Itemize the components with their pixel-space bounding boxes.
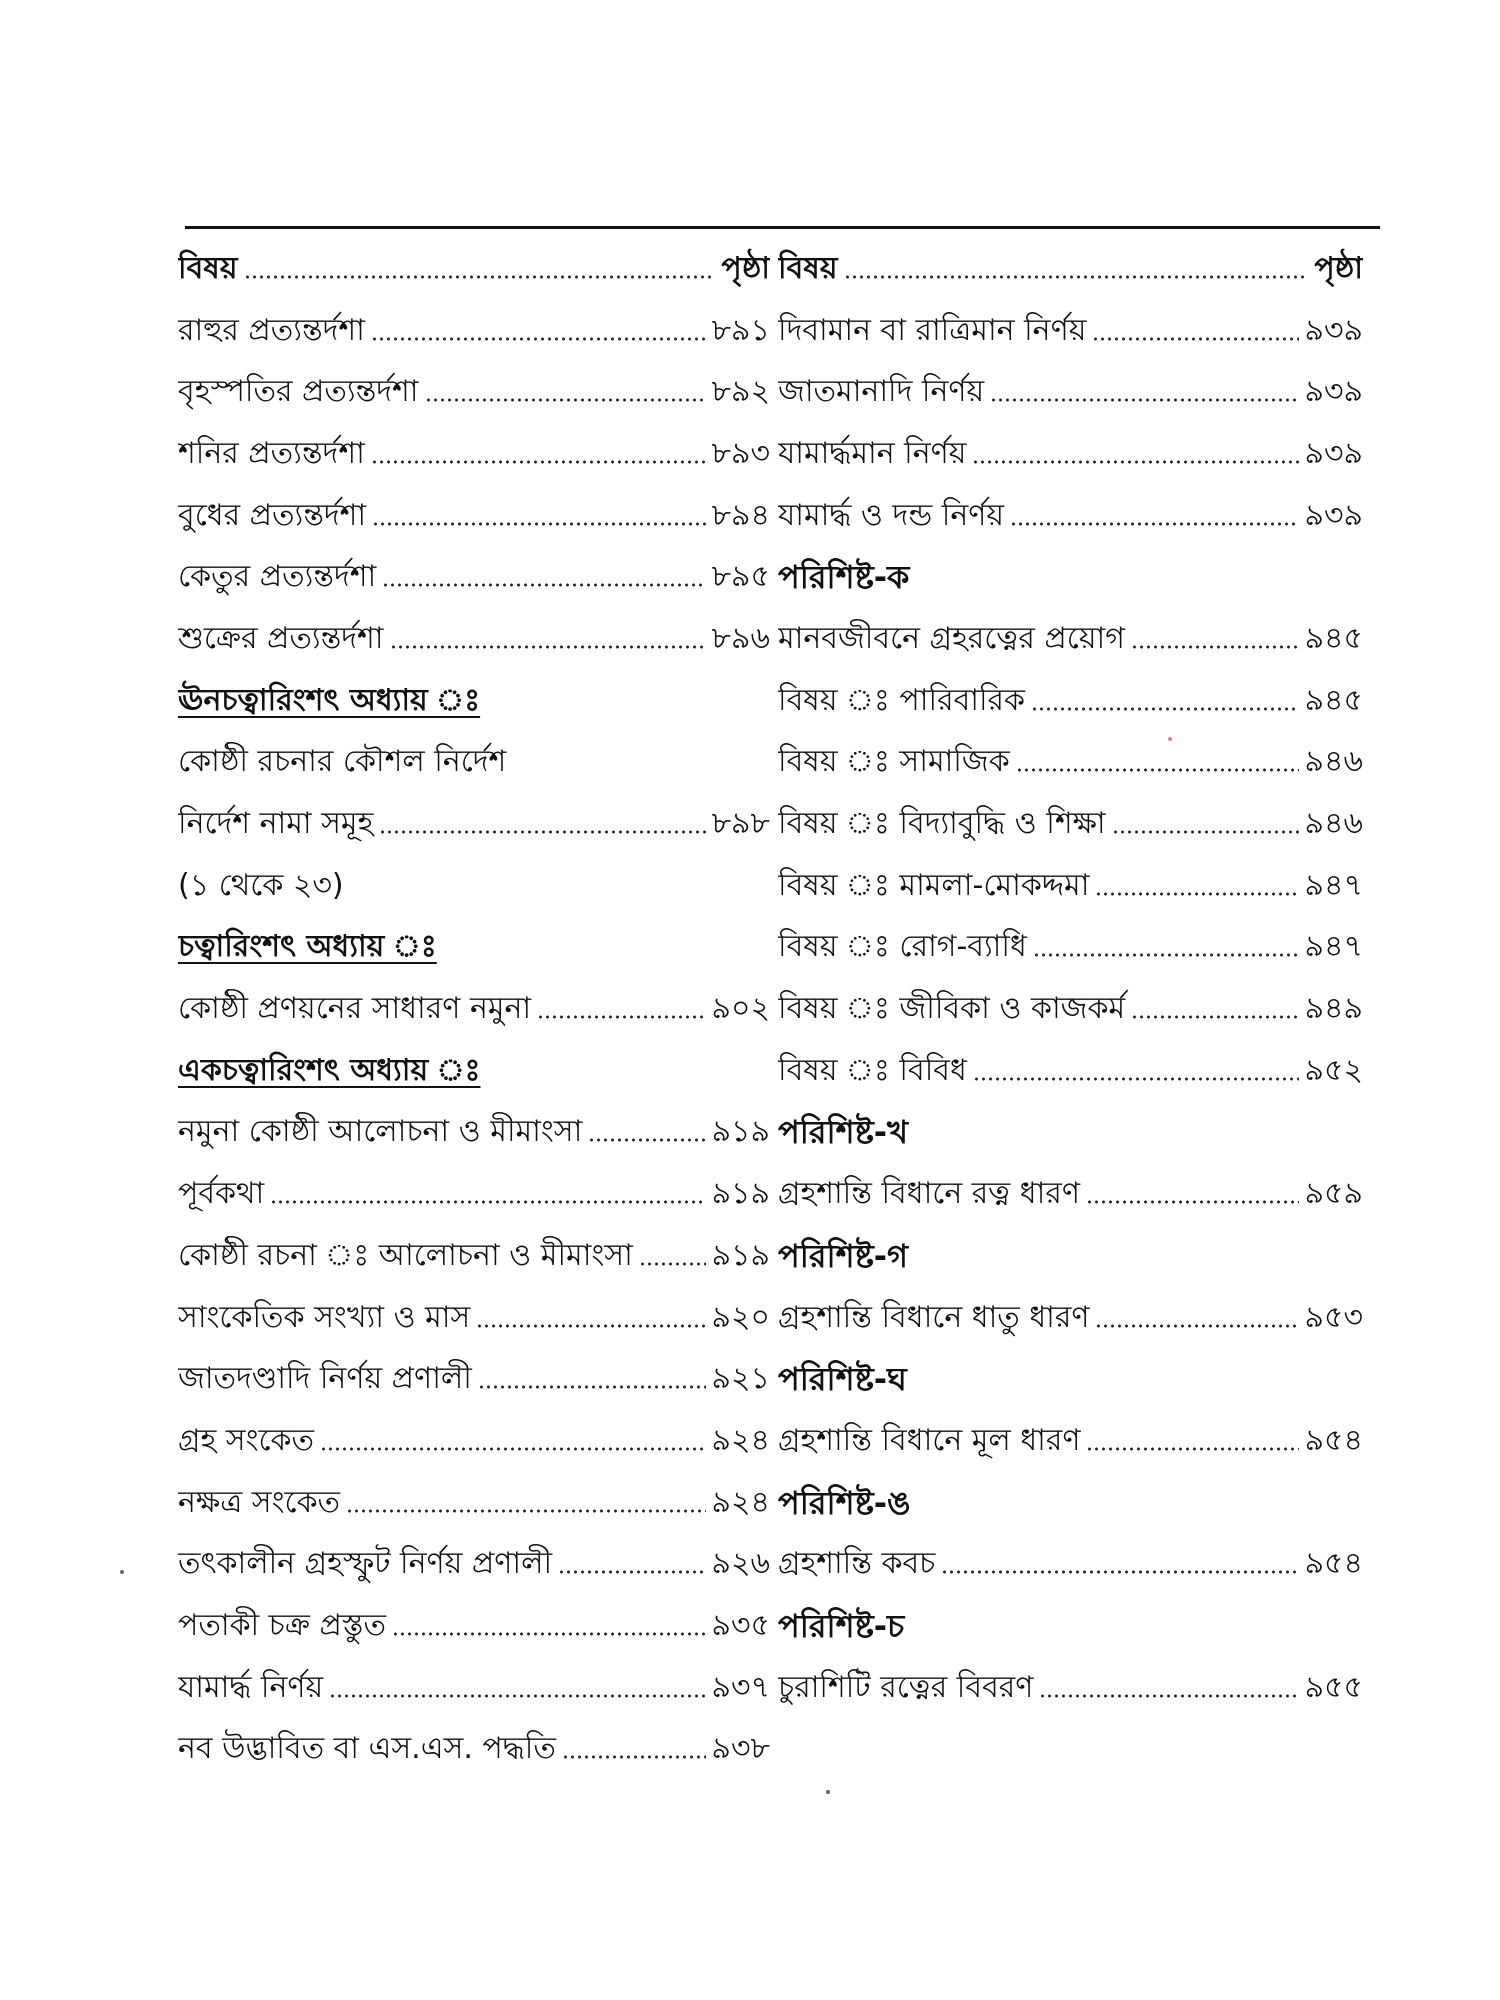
contents-entry bbox=[178, 1410, 770, 1472]
contents-entry bbox=[778, 670, 1363, 732]
entry-title: বিষয় ঃ পারিবারিক bbox=[778, 682, 1026, 718]
dot-leader bbox=[558, 1570, 705, 1574]
entry-title: গ্রহশান্তি কবচ bbox=[778, 1546, 936, 1582]
contents-entry bbox=[778, 855, 1363, 917]
entry-title: নক্ষত্র সংকেত bbox=[178, 1484, 341, 1520]
entry-page-number: ৯৫৫ bbox=[1304, 1669, 1363, 1705]
contents-entry bbox=[778, 423, 1363, 485]
entry-page-number: ৯৩৫ bbox=[711, 1607, 770, 1643]
entry-page-number: ৮৯৪ bbox=[711, 497, 770, 533]
appendix-heading bbox=[778, 546, 1363, 608]
dot-leader bbox=[1112, 830, 1299, 834]
dot-leader bbox=[1095, 1324, 1298, 1328]
contents-entry bbox=[778, 1163, 1363, 1225]
entry-page-number: ৮৯৮ bbox=[711, 806, 770, 842]
entry-title: শুক্রের প্রত্যন্তর্দশা bbox=[178, 620, 384, 656]
dot-leader bbox=[562, 1755, 706, 1759]
entry-title: তৎকালীন গ্রহস্ফুট নির্ণয় প্রণালী bbox=[178, 1546, 553, 1582]
entry-title: নির্দেশ নামা সমূহ bbox=[178, 806, 374, 842]
contents-entry bbox=[178, 1472, 770, 1534]
entry-title: কোষ্ঠী প্রণয়নের সাধারণ নমুনা bbox=[178, 991, 532, 1027]
contents-entry bbox=[778, 917, 1363, 979]
print-speck bbox=[826, 1790, 830, 1794]
dot-leader bbox=[371, 460, 706, 464]
entry-page-number: ৯৪৭ bbox=[1304, 929, 1363, 965]
chapter-heading bbox=[178, 917, 770, 979]
entry-page-number: ৯৩৭ bbox=[711, 1669, 770, 1705]
contents-header-row bbox=[778, 238, 1363, 300]
appendix-title: পরিশিষ্ট-চ bbox=[778, 1606, 905, 1645]
contents-entry bbox=[778, 1287, 1363, 1349]
entry-title: দিবামান বা রাত্রিমান নির্ণয় bbox=[778, 312, 1087, 348]
entry-title: চুরাশিটি রত্নের বিবরণ bbox=[778, 1669, 1034, 1705]
dot-leader bbox=[588, 1138, 705, 1142]
entry-title: বিষয় ঃ রোগ-ব্যাধি bbox=[778, 929, 1027, 965]
entry-page-number: ৯৫৪ bbox=[1304, 1546, 1363, 1582]
entry-page-number: ৯৩৯ bbox=[1304, 435, 1363, 471]
chapter-title: ঊনচত্বারিংশৎ অধ্যায় ঃ bbox=[178, 682, 481, 718]
entry-title: বুধের প্রত্যন্তর্দশা bbox=[178, 497, 367, 533]
dot-leader bbox=[320, 1447, 705, 1451]
dot-leader bbox=[371, 337, 706, 341]
entry-page-number: ৯৪৬ bbox=[1304, 744, 1363, 780]
entry-title: জাতদণ্ডাদি নির্ণয় প্রণালী bbox=[178, 1361, 472, 1397]
entry-title: গ্রহশান্তি বিধানে ধাতু ধারণ bbox=[778, 1299, 1090, 1335]
entry-title: নমুনা কোষ্ঠী আলোচনা ও মীমাংসা bbox=[178, 1114, 583, 1150]
entry-title: কেতুর প্রত্যন্তর্দশা bbox=[178, 559, 377, 595]
contents-entry bbox=[778, 300, 1363, 362]
entry-page-number: ৯২১ bbox=[711, 1361, 770, 1397]
entry-page-number: ৯৫৪ bbox=[1304, 1422, 1363, 1458]
entry-title: পতাকী চক্র প্রস্তুত bbox=[178, 1607, 386, 1643]
dot-leader bbox=[478, 1385, 706, 1389]
appendix-heading bbox=[778, 1225, 1363, 1287]
contents-entry bbox=[178, 978, 770, 1040]
entry-page-number: ৯২৪ bbox=[711, 1484, 770, 1520]
appendix-title: পরিশিষ্ট-ঙ bbox=[778, 1483, 911, 1522]
entry-title: শনির প্রত্যন্তর্দশা bbox=[178, 435, 365, 471]
dot-leader bbox=[1010, 522, 1299, 526]
contents-entry bbox=[178, 608, 770, 670]
contents-entry bbox=[178, 546, 770, 608]
contents-header-row bbox=[178, 238, 770, 300]
entry-page-number: ৮৯১ bbox=[711, 312, 770, 348]
contents-entry bbox=[178, 1719, 770, 1781]
dot-leader bbox=[990, 398, 1298, 402]
chapter-title: চত্বারিংশৎ অধ্যায় ঃ bbox=[178, 929, 437, 965]
entry-page-number: ৯১৯ bbox=[711, 1237, 770, 1273]
appendix-heading bbox=[778, 1472, 1363, 1534]
contents-entry bbox=[778, 485, 1363, 547]
contents-entry bbox=[178, 1225, 770, 1287]
print-speck bbox=[120, 1570, 124, 1574]
contents-entry bbox=[178, 1595, 770, 1657]
contents-entry bbox=[178, 1287, 770, 1349]
dot-leader bbox=[973, 1077, 1299, 1081]
dot-leader bbox=[425, 398, 706, 402]
entry-page-number: ৯৪৯ bbox=[1304, 991, 1363, 1027]
header-subject-label: বিষয় bbox=[778, 250, 838, 286]
contents-entry bbox=[178, 1163, 770, 1225]
entry-title: নব উদ্ভাবিত বা এস.এস. পদ্ধতি bbox=[178, 1731, 556, 1767]
dot-leader bbox=[844, 275, 1309, 279]
entry-page-number: ৯৫২ bbox=[1304, 1052, 1363, 1088]
contents-subtitle bbox=[178, 732, 770, 794]
appendix-heading bbox=[778, 1595, 1363, 1657]
entry-title: মানবজীবনে গ্রহরত্নের প্রয়োগ bbox=[778, 620, 1125, 656]
entry-page-number: ৯২৬ bbox=[711, 1546, 770, 1582]
contents-entry bbox=[178, 423, 770, 485]
contents-entry bbox=[178, 1657, 770, 1719]
contents-entry bbox=[778, 1533, 1363, 1595]
dot-leader bbox=[379, 830, 705, 834]
appendix-title: পরিশিষ্ট-খ bbox=[778, 1113, 909, 1152]
entry-page-number: ৯৫৯ bbox=[1304, 1176, 1363, 1212]
dot-leader bbox=[392, 1632, 706, 1636]
contents-entry bbox=[178, 793, 770, 855]
appendix-heading bbox=[778, 1102, 1363, 1164]
dot-leader bbox=[537, 1015, 705, 1019]
contents-subtitle bbox=[178, 855, 770, 917]
entry-page-number: ৯২০ bbox=[711, 1299, 770, 1335]
dot-leader bbox=[1092, 337, 1298, 341]
entry-title: বিষয় ঃ বিবিধ bbox=[778, 1052, 967, 1088]
entry-title: গ্রহশান্তি বিধানে মূল ধারণ bbox=[778, 1422, 1081, 1458]
contents-entry bbox=[178, 1102, 770, 1164]
entry-title: বৃহস্পতির প্রত্যন্তর্দশা bbox=[178, 374, 419, 410]
entry-title: গ্রহ সংকেত bbox=[178, 1422, 315, 1458]
entry-page-number: ৯৩৯ bbox=[1304, 312, 1363, 348]
dot-leader bbox=[1131, 645, 1299, 649]
appendix-heading bbox=[778, 1348, 1363, 1410]
dot-leader bbox=[476, 1324, 705, 1328]
dot-leader bbox=[329, 1694, 705, 1698]
dot-leader bbox=[1086, 1447, 1298, 1451]
entry-title: বিষয় ঃ জীবিকা ও কাজকর্ম bbox=[778, 991, 1126, 1027]
entry-title: রাহুর প্রত্যন্তর্দশা bbox=[178, 312, 365, 348]
contents-column-right bbox=[778, 238, 1363, 1719]
chapter-title: একচত্বারিংশৎ অধ্যায় ঃ bbox=[178, 1052, 481, 1088]
contents-entry bbox=[778, 1040, 1363, 1102]
dot-leader bbox=[1131, 1015, 1298, 1019]
entry-page-number: ৮৯৩ bbox=[711, 435, 770, 471]
contents-entry bbox=[778, 361, 1363, 423]
dot-leader bbox=[941, 1570, 1298, 1574]
chapter-heading bbox=[178, 1040, 770, 1102]
contents-entry bbox=[778, 1410, 1363, 1472]
entry-page-number: ৯৩৯ bbox=[1304, 374, 1363, 410]
entry-page-number: ৯২৪ bbox=[711, 1422, 770, 1458]
entry-page-number: ৮৯২ bbox=[711, 374, 770, 410]
top-rule bbox=[185, 226, 1380, 229]
entry-page-number: ৯৪৫ bbox=[1304, 620, 1363, 656]
entry-title: (১ থেকে ২৩) bbox=[178, 867, 344, 903]
appendix-title: পরিশিষ্ট-ক bbox=[778, 558, 910, 597]
contents-entry bbox=[178, 300, 770, 362]
header-page-label: পৃষ্ঠা bbox=[721, 250, 770, 286]
entry-title: গ্রহশান্তি বিধানে রত্ন ধারণ bbox=[778, 1176, 1080, 1212]
entry-title: সাংকেতিক সংখ্যা ও মাস bbox=[178, 1299, 471, 1335]
contents-entry bbox=[778, 608, 1363, 670]
entry-page-number: ৯৪৬ bbox=[1304, 806, 1363, 842]
dot-leader bbox=[382, 583, 705, 587]
header-page-label: পৃষ্ঠা bbox=[1314, 250, 1363, 286]
entry-page-number: ৯৫৩ bbox=[1304, 1299, 1363, 1335]
entry-page-number: ৯৪৫ bbox=[1304, 682, 1363, 718]
entry-title: বিষয় ঃ মামলা-মোকদ্দমা bbox=[778, 867, 1090, 903]
contents-entry bbox=[778, 732, 1363, 794]
contents-entry bbox=[178, 485, 770, 547]
entry-page-number: ৯১৯ bbox=[711, 1114, 770, 1150]
chapter-heading bbox=[178, 670, 770, 732]
entry-page-number: ৯৩৯ bbox=[1304, 497, 1363, 533]
entry-title: যামার্দ্ধ ও দন্ড নির্ণয় bbox=[778, 497, 1005, 533]
header-subject-label: বিষয় bbox=[178, 250, 238, 286]
dot-leader bbox=[1033, 953, 1299, 957]
contents-column-left bbox=[178, 238, 770, 1780]
entry-title: যামার্দ্ধ নির্ণয় bbox=[178, 1669, 324, 1705]
dot-leader bbox=[346, 1509, 705, 1513]
contents-entry bbox=[178, 1348, 770, 1410]
dot-leader bbox=[1095, 892, 1298, 896]
dot-leader bbox=[972, 460, 1298, 464]
dot-leader bbox=[390, 645, 706, 649]
entry-title: যামার্দ্ধমান নির্ণয় bbox=[778, 435, 967, 471]
dot-leader bbox=[1086, 1200, 1299, 1204]
dot-leader bbox=[372, 522, 706, 526]
entry-title: বিষয় ঃ সামাজিক bbox=[778, 744, 1010, 780]
entry-title: কোষ্ঠী রচনার কৌশল নির্দেশ bbox=[178, 744, 507, 780]
dot-leader bbox=[1031, 707, 1299, 711]
dot-leader bbox=[270, 1200, 705, 1204]
entry-title: পূর্বকথা bbox=[178, 1176, 265, 1212]
entry-page-number: ৮৯৬ bbox=[711, 620, 770, 656]
entry-page-number: ৮৯৫ bbox=[711, 559, 770, 595]
appendix-title: পরিশিষ্ট-ঘ bbox=[778, 1360, 907, 1399]
contents-entry bbox=[178, 361, 770, 423]
entry-title: কোষ্ঠী রচনা ঃ আলোচনা ও মীমাংসা bbox=[178, 1237, 633, 1273]
appendix-title: পরিশিষ্ট-গ bbox=[778, 1236, 909, 1275]
dot-leader bbox=[639, 1262, 706, 1266]
dot-leader bbox=[1039, 1694, 1298, 1698]
entry-page-number: ৯৪৭ bbox=[1304, 867, 1363, 903]
contents-entry bbox=[178, 1533, 770, 1595]
entry-page-number: ৯৩৮ bbox=[711, 1731, 770, 1767]
entry-title: জাতমানাদি নির্ণয় bbox=[778, 374, 985, 410]
contents-entry bbox=[778, 793, 1363, 855]
contents-entry bbox=[778, 1657, 1363, 1719]
dot-leader bbox=[1016, 768, 1299, 772]
entry-title: বিষয় ঃ বিদ্যাবুদ্ধি ও শিক্ষা bbox=[778, 806, 1106, 842]
entry-page-number: ৯১৯ bbox=[711, 1176, 770, 1212]
print-speck bbox=[1168, 737, 1172, 741]
dot-leader bbox=[244, 275, 716, 279]
contents-entry bbox=[778, 978, 1363, 1040]
entry-page-number: ৯০২ bbox=[711, 991, 770, 1027]
